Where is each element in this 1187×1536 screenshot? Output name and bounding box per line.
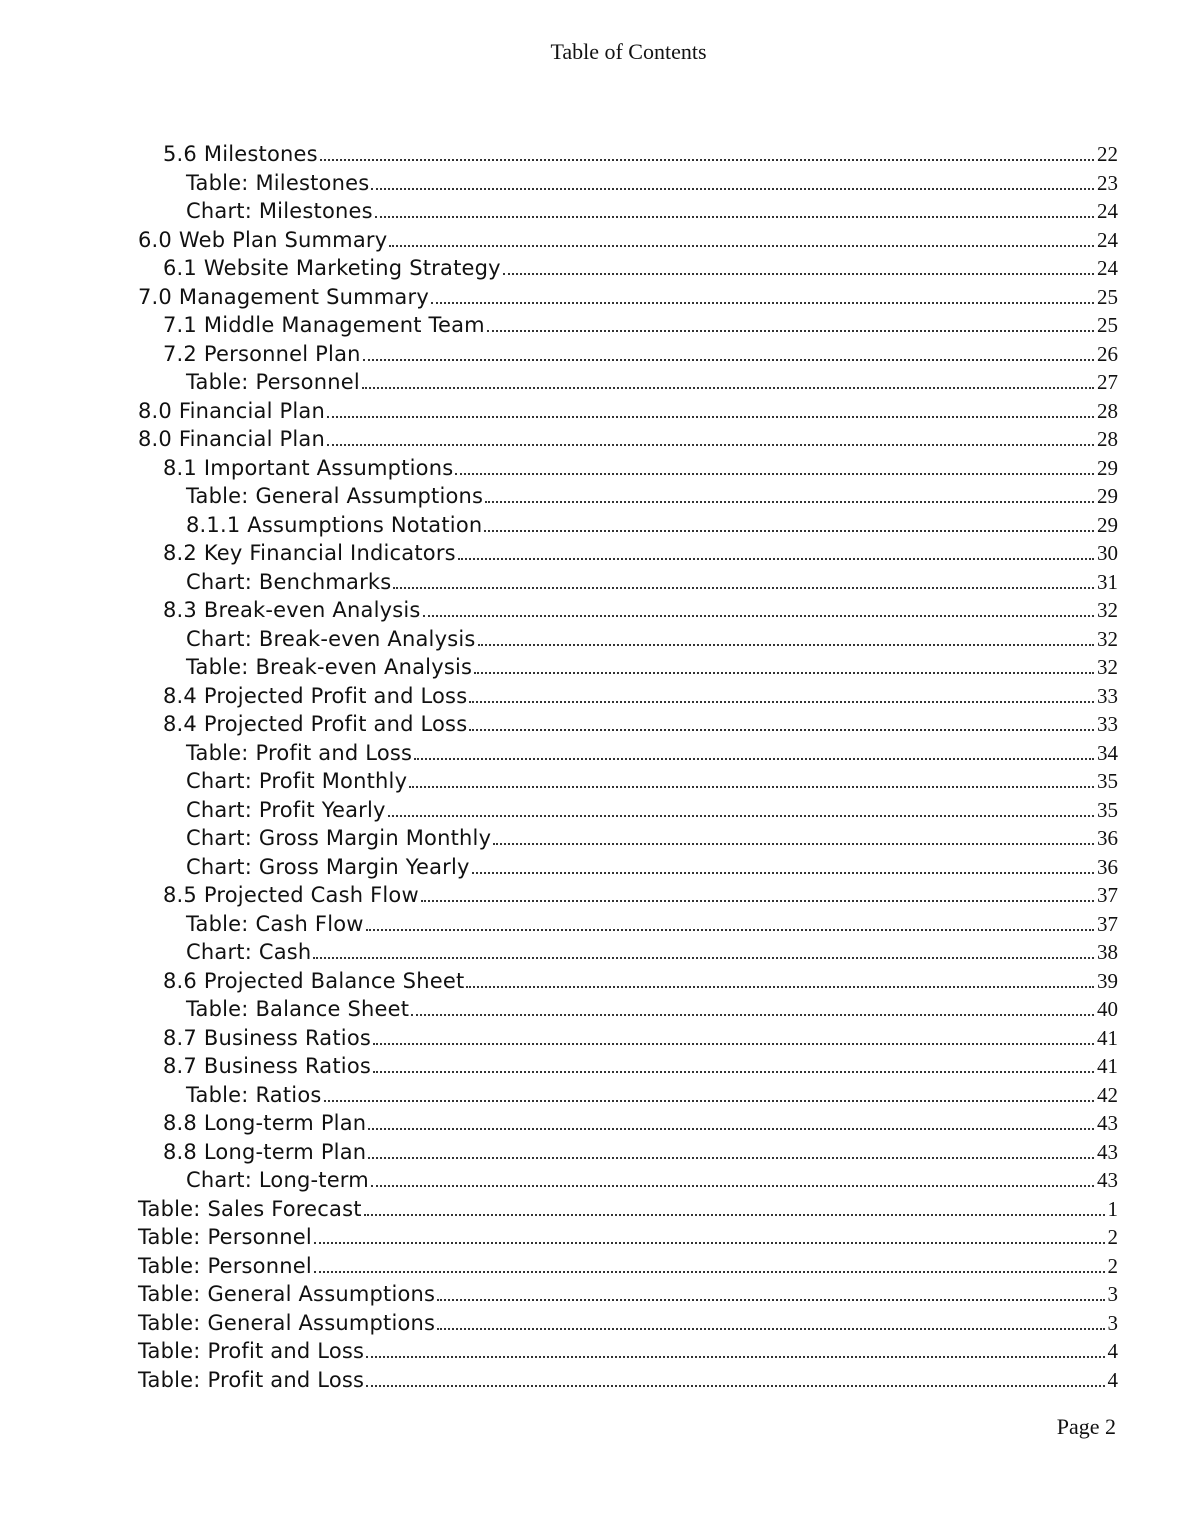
- toc-entry-page-number: 32: [1097, 598, 1118, 622]
- toc-entry-page-number: 39: [1097, 968, 1118, 993]
- toc-entry-page-number: 28: [1097, 427, 1118, 451]
- toc-dot-leader: [373, 1043, 1094, 1045]
- toc-entry[interactable]: [138, 1366, 1118, 1395]
- toc-entry-page-number: 28: [1097, 398, 1118, 423]
- toc-entry[interactable]: [138, 197, 1118, 226]
- toc-entry-title: Table: Milestones: [186, 170, 370, 195]
- toc-dot-leader: [423, 615, 1094, 617]
- toc-entry[interactable]: [138, 368, 1118, 397]
- toc-dot-leader: [327, 416, 1094, 418]
- toc-entry-page-number: 37: [1097, 911, 1118, 936]
- toc-entry-title: 5.6 Milestones: [163, 142, 318, 166]
- toc-entry-page-number: 33: [1097, 712, 1118, 736]
- toc-entry[interactable]: [138, 1081, 1118, 1110]
- toc-dot-leader: [371, 188, 1094, 190]
- toc-dot-leader: [375, 216, 1094, 218]
- toc-dot-leader: [324, 1100, 1094, 1102]
- toc-entry[interactable]: [138, 910, 1118, 939]
- toc-entry[interactable]: [138, 1280, 1118, 1309]
- toc-dot-leader: [474, 672, 1094, 674]
- toc-entry[interactable]: [138, 226, 1118, 255]
- toc-entry-title: 6.0 Web Plan Summary: [138, 227, 388, 252]
- toc-dot-leader: [469, 729, 1094, 731]
- toc-entry[interactable]: [138, 995, 1118, 1024]
- toc-entry[interactable]: [138, 596, 1118, 625]
- toc-entry-page-number: 38: [1097, 940, 1118, 964]
- toc-entry[interactable]: [138, 1337, 1118, 1366]
- toc-entry-title: Table: Personnel: [138, 1225, 312, 1249]
- toc-entry-title: Chart: Gross Margin Monthly: [186, 826, 492, 850]
- toc-entry-title: Chart: Milestones: [186, 199, 373, 223]
- toc-dot-leader: [393, 587, 1094, 589]
- toc-entry-title: Table: General Assumptions: [138, 1282, 436, 1306]
- page-number: Page 2: [1056, 1414, 1116, 1439]
- toc-entry-page-number: 43: [1097, 1139, 1118, 1164]
- toc-dot-leader: [327, 444, 1094, 446]
- toc-entry-page-number: 25: [1097, 284, 1118, 309]
- toc-entry[interactable]: [138, 1138, 1118, 1167]
- toc-entry-title: Table: Balance Sheet: [186, 997, 410, 1021]
- toc-entry-page-number: 29: [1097, 484, 1118, 508]
- toc-entry-title: 8.2 Key Financial Indicators: [163, 541, 456, 565]
- toc-entry-title: Table: Profit and Loss: [186, 740, 413, 765]
- toc-entry-title: Chart: Break-even Analysis: [186, 626, 476, 651]
- toc-dot-leader: [409, 786, 1094, 788]
- toc-entry[interactable]: [138, 283, 1118, 312]
- toc-entry-title: 8.8 Long-term Plan: [163, 1139, 367, 1164]
- toc-entry-page-number: 22: [1097, 142, 1118, 166]
- toc-entry-page-number: 24: [1097, 199, 1118, 223]
- toc-entry-title: 8.8 Long-term Plan: [163, 1111, 367, 1135]
- toc-entry-page-number: 24: [1097, 227, 1118, 252]
- toc-entry-page-number: 29: [1097, 455, 1118, 480]
- toc-entry-page-number: 26: [1097, 341, 1118, 366]
- toc-entry-title: 7.0 Management Summary: [138, 284, 429, 309]
- toc-entry-title: Chart: Benchmarks: [186, 569, 392, 594]
- toc-dot-leader: [364, 1214, 1105, 1216]
- toc-entry[interactable]: [138, 967, 1118, 996]
- toc-dot-leader: [373, 1071, 1094, 1073]
- toc-entry-title: Table: Profit and Loss: [138, 1339, 365, 1363]
- toc-entry-title: Table: Profit and Loss: [138, 1367, 365, 1392]
- toc-entry-page-number: 41: [1097, 1025, 1118, 1050]
- toc-dot-leader: [388, 815, 1094, 817]
- toc-entry-title: Table: Personnel: [138, 1253, 312, 1278]
- toc-dot-leader: [469, 701, 1094, 703]
- toc-dot-leader: [371, 1185, 1094, 1187]
- toc-entry[interactable]: [138, 169, 1118, 198]
- toc-dot-leader: [368, 1157, 1094, 1159]
- toc-entry-page-number: 30: [1097, 541, 1118, 565]
- toc-entry[interactable]: [138, 1109, 1118, 1138]
- toc-dot-leader: [458, 558, 1094, 560]
- toc-entry-title: Chart: Long-term: [186, 1168, 369, 1192]
- toc-entry-page-number: 43: [1097, 1111, 1118, 1135]
- toc-entry-page-number: 2: [1107, 1253, 1118, 1278]
- toc-entry[interactable]: [138, 425, 1118, 454]
- toc-dot-leader: [366, 929, 1094, 931]
- toc-entry[interactable]: [138, 397, 1118, 426]
- toc-dot-leader: [493, 843, 1094, 845]
- toc-dot-leader: [472, 872, 1094, 874]
- toc-entry[interactable]: [138, 340, 1118, 369]
- toc-entry-title: 7.1 Middle Management Team: [163, 313, 485, 337]
- toc-dot-leader: [363, 359, 1094, 361]
- toc-entry-title: Table: Break-even Analysis: [186, 655, 473, 679]
- table-of-contents: [138, 140, 1118, 1394]
- toc-entry-page-number: 27: [1097, 370, 1118, 394]
- toc-dot-leader: [366, 1356, 1104, 1358]
- toc-entry-page-number: 41: [1097, 1054, 1118, 1078]
- toc-entry-page-number: 32: [1097, 655, 1118, 679]
- toc-dot-leader: [503, 273, 1094, 275]
- toc-entry-title: 8.1 Important Assumptions: [163, 455, 454, 480]
- toc-entry-page-number: 37: [1097, 883, 1118, 907]
- toc-dot-leader: [366, 1385, 1104, 1387]
- toc-entry-page-number: 32: [1097, 626, 1118, 651]
- toc-dot-leader: [484, 530, 1094, 532]
- toc-entry-title: 8.0 Financial Plan: [138, 398, 325, 423]
- toc-entry-page-number: 4: [1107, 1367, 1118, 1392]
- toc-dot-leader: [485, 501, 1094, 503]
- toc-entry-page-number: 33: [1097, 683, 1118, 708]
- toc-dot-leader: [455, 473, 1094, 475]
- toc-dot-leader: [487, 330, 1094, 332]
- toc-entry-page-number: 3: [1107, 1310, 1118, 1335]
- toc-entry-title: Chart: Profit Yearly: [186, 797, 386, 822]
- toc-dot-leader: [431, 302, 1094, 304]
- toc-dot-leader: [437, 1299, 1104, 1301]
- toc-entry-title: Table: General Assumptions: [186, 484, 484, 508]
- toc-entry[interactable]: [138, 482, 1118, 511]
- toc-entry-title: 8.4 Projected Profit and Loss: [163, 712, 468, 736]
- toc-entry-title: Table: General Assumptions: [138, 1310, 436, 1335]
- toc-entry-title: 8.0 Financial Plan: [138, 427, 325, 451]
- toc-entry-title: 8.7 Business Ratios: [163, 1025, 372, 1050]
- toc-entry-page-number: 3: [1107, 1282, 1118, 1306]
- toc-entry-title: 7.2 Personnel Plan: [163, 341, 361, 366]
- toc-entry-page-number: 25: [1097, 313, 1118, 337]
- toc-entry-page-number: 1: [1107, 1196, 1118, 1221]
- toc-entry-title: 8.6 Projected Balance Sheet: [163, 968, 465, 993]
- toc-dot-leader: [368, 1128, 1094, 1130]
- toc-dot-leader: [414, 758, 1094, 760]
- toc-entry[interactable]: [138, 1309, 1118, 1338]
- toc-entry-page-number: 2: [1107, 1225, 1118, 1249]
- toc-entry[interactable]: [138, 1252, 1118, 1281]
- toc-entry[interactable]: [138, 1195, 1118, 1224]
- toc-dot-leader: [389, 245, 1094, 247]
- toc-dot-leader: [478, 644, 1094, 646]
- toc-entry-title: 8.7 Business Ratios: [163, 1054, 372, 1078]
- toc-entry-page-number: 42: [1097, 1082, 1118, 1107]
- toc-entry-page-number: 29: [1097, 512, 1118, 537]
- toc-entry[interactable]: [138, 853, 1118, 882]
- toc-entry-page-number: 40: [1097, 997, 1118, 1021]
- toc-entry-page-number: 23: [1097, 170, 1118, 195]
- toc-entry-title: 8.5 Projected Cash Flow: [163, 883, 419, 907]
- toc-entry[interactable]: [138, 539, 1118, 568]
- toc-entry-title: 8.4 Projected Profit and Loss: [163, 683, 468, 708]
- toc-dot-leader: [411, 1014, 1094, 1016]
- toc-entry-title: Table: Sales Forecast: [138, 1196, 362, 1221]
- toc-entry-page-number: 36: [1097, 826, 1118, 850]
- toc-entry[interactable]: [138, 710, 1118, 739]
- toc-entry-page-number: 4: [1107, 1339, 1118, 1363]
- toc-entry[interactable]: [138, 881, 1118, 910]
- toc-entry-title: Chart: Gross Margin Yearly: [186, 854, 470, 879]
- toc-entry-page-number: 36: [1097, 854, 1118, 879]
- toc-entry[interactable]: [138, 653, 1118, 682]
- toc-entry-title: Table: Ratios: [186, 1082, 322, 1107]
- toc-entry[interactable]: [138, 1223, 1118, 1252]
- toc-dot-leader: [362, 387, 1094, 389]
- toc-entry-title: 8.3 Break-even Analysis: [163, 598, 421, 622]
- page-header-title: Table of Contents: [550, 39, 707, 64]
- toc-entry[interactable]: [138, 1166, 1118, 1195]
- toc-entry-page-number: 34: [1097, 740, 1118, 765]
- toc-entry-page-number: 35: [1097, 797, 1118, 822]
- toc-entry-page-number: 24: [1097, 256, 1118, 280]
- toc-entry-title: Table: Personnel: [186, 370, 360, 394]
- toc-entry-title: Chart: Profit Monthly: [186, 769, 408, 793]
- toc-entry[interactable]: [138, 568, 1118, 597]
- toc-entry-title: Table: Cash Flow: [186, 911, 364, 936]
- toc-entry-title: Chart: Cash: [186, 940, 312, 964]
- toc-dot-leader: [437, 1328, 1104, 1330]
- toc-entry[interactable]: [138, 824, 1118, 853]
- toc-entry-page-number: 31: [1097, 569, 1118, 594]
- toc-entry[interactable]: [138, 311, 1118, 340]
- toc-dot-leader: [313, 957, 1094, 959]
- toc-entry[interactable]: [138, 254, 1118, 283]
- toc-entry[interactable]: [138, 938, 1118, 967]
- toc-entry[interactable]: [138, 739, 1118, 768]
- toc-entry[interactable]: [138, 454, 1118, 483]
- toc-entry-page-number: 43: [1097, 1168, 1118, 1192]
- toc-entry[interactable]: [138, 682, 1118, 711]
- toc-dot-leader: [466, 986, 1094, 988]
- toc-entry[interactable]: [138, 796, 1118, 825]
- toc-dot-leader: [421, 900, 1094, 902]
- toc-entry[interactable]: [138, 511, 1118, 540]
- toc-entry-title: 8.1.1 Assumptions Notation: [186, 512, 483, 537]
- toc-entry-page-number: 35: [1097, 769, 1118, 793]
- toc-entry[interactable]: [138, 625, 1118, 654]
- toc-entry[interactable]: [138, 767, 1118, 796]
- toc-dot-leader: [314, 1271, 1105, 1273]
- toc-entry[interactable]: [138, 140, 1118, 169]
- toc-entry[interactable]: [138, 1024, 1118, 1053]
- toc-dot-leader: [314, 1242, 1105, 1244]
- toc-entry-title: 6.1 Website Marketing Strategy: [163, 256, 501, 280]
- toc-entry[interactable]: [138, 1052, 1118, 1081]
- toc-dot-leader: [320, 159, 1094, 161]
